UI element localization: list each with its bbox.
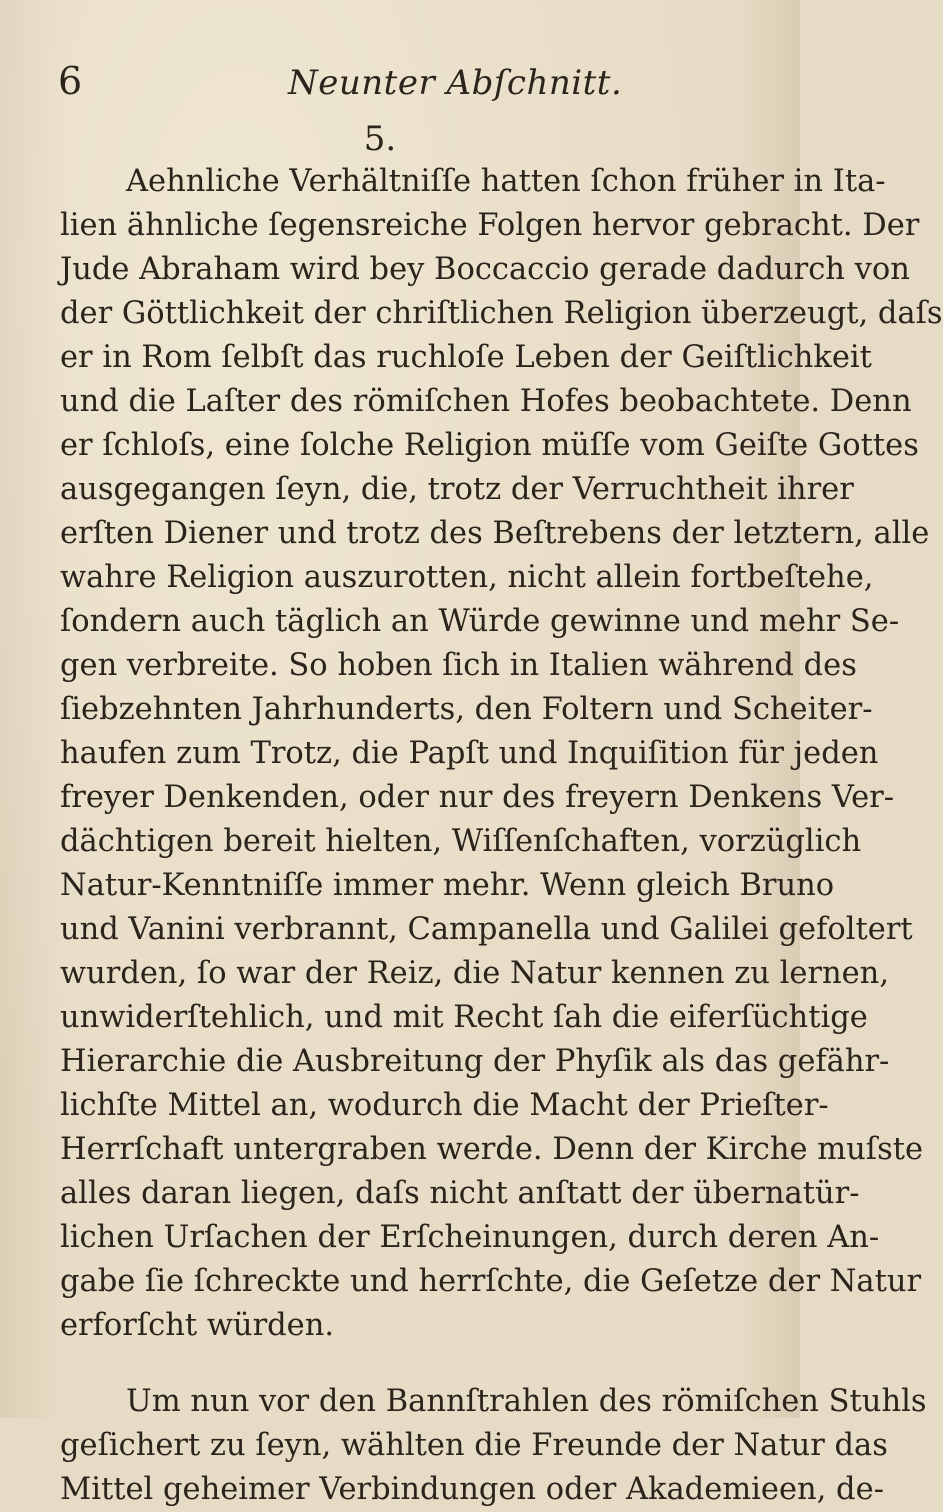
- page-number: 6: [58, 59, 83, 103]
- text-line: er in Rom ſelbſt das ruchloſe Leben der Geiſtlichkeit: [60, 340, 872, 375]
- text-line: freyer Denkenden, oder nur des freyern Denkens Ver-: [60, 780, 895, 815]
- text-line: lichſte Mittel an, wodurch die Macht der Prieſter-: [60, 1088, 829, 1123]
- section-number: 5.: [363, 119, 397, 159]
- text-line: gen verbreite. So hoben ſich in Italien während des: [60, 648, 857, 683]
- paragraph: [60, 1380, 927, 1512]
- text-line: und die Laſter des römiſchen Hofes beobachtete. Denn: [60, 384, 912, 419]
- text-line: wahre Religion auszurotten, nicht allein fortbeſtehe,: [60, 560, 874, 595]
- text-line: haufen zum Trotz, die Papſt und Inquiſition für jeden: [60, 736, 879, 771]
- text-line: ſondern auch täglich an Würde gewinne und mehr Se-: [60, 604, 900, 639]
- text-line: der Göttlichkeit der chriſtlichen Religion überzeugt, daſs: [60, 296, 943, 331]
- paragraph: [60, 160, 943, 1348]
- text-line: dächtigen bereit hielten, Wiſſenſchaften, vorzüglich: [60, 824, 862, 859]
- text-line: Jude Abraham wird bey Boccaccio gerade dadurch von: [60, 252, 910, 287]
- text-line: erforſcht würden.: [60, 1308, 335, 1343]
- text-line: ausgegangen ſeyn, die, trotz der Verruchtheit ihrer: [60, 472, 854, 507]
- running-head: Neunter Abſchnitt.: [288, 63, 623, 103]
- paragraph-gap: [60, 1348, 760, 1380]
- text-line: Natur-Kenntniſſe immer mehr. Wenn gleich Bruno: [60, 868, 835, 903]
- text-line: er ſchloſs, eine ſolche Religion müſſe vom Geiſte Gottes: [60, 428, 919, 463]
- text-line: lien ähnliche ſegensreiche Folgen hervor gebracht. Der: [60, 208, 920, 243]
- text-line: geſichert zu ſeyn, wählten die Freunde der Natur das: [60, 1428, 888, 1463]
- text-line: ſiebzehnten Jahrhunderts, den Foltern und Scheiter-: [60, 692, 873, 727]
- body-text: [60, 160, 943, 1512]
- text-line: Herrſchaft untergraben werde. Denn der Kirche muſste: [60, 1132, 924, 1167]
- text-line: alles daran liegen, daſs nicht anſtatt der übernatür-: [60, 1176, 860, 1211]
- text-line: Aehnliche Verhältniſſe hatten ſchon früher in Ita-: [126, 164, 886, 199]
- text-line: Hierarchie die Ausbreitung der Phyſik als das gefähr-: [60, 1044, 890, 1079]
- text-line: gabe ſie ſchreckte und herrſchte, die Geſetze der Natur: [60, 1264, 922, 1299]
- text-line: lichen Urſachen der Erſcheinungen, durch deren An-: [60, 1220, 880, 1255]
- text-line: wurden, ſo war der Reiz, die Natur kennen zu lernen,: [60, 956, 890, 991]
- text-line: unwiderſtehlich, und mit Recht ſah die eiferſüchtige: [60, 1000, 868, 1035]
- text-line: erſten Diener und trotz des Beſtrebens der letztern, alle: [60, 516, 930, 551]
- text-line: und Vanini verbrannt, Campanella und Galilei gefoltert: [60, 912, 913, 947]
- text-line: Mittel geheimer Verbindungen oder Akademieen, de-: [60, 1472, 884, 1507]
- text-line: Um nun vor den Bannſtrahlen des römiſchen Stuhls: [126, 1384, 927, 1419]
